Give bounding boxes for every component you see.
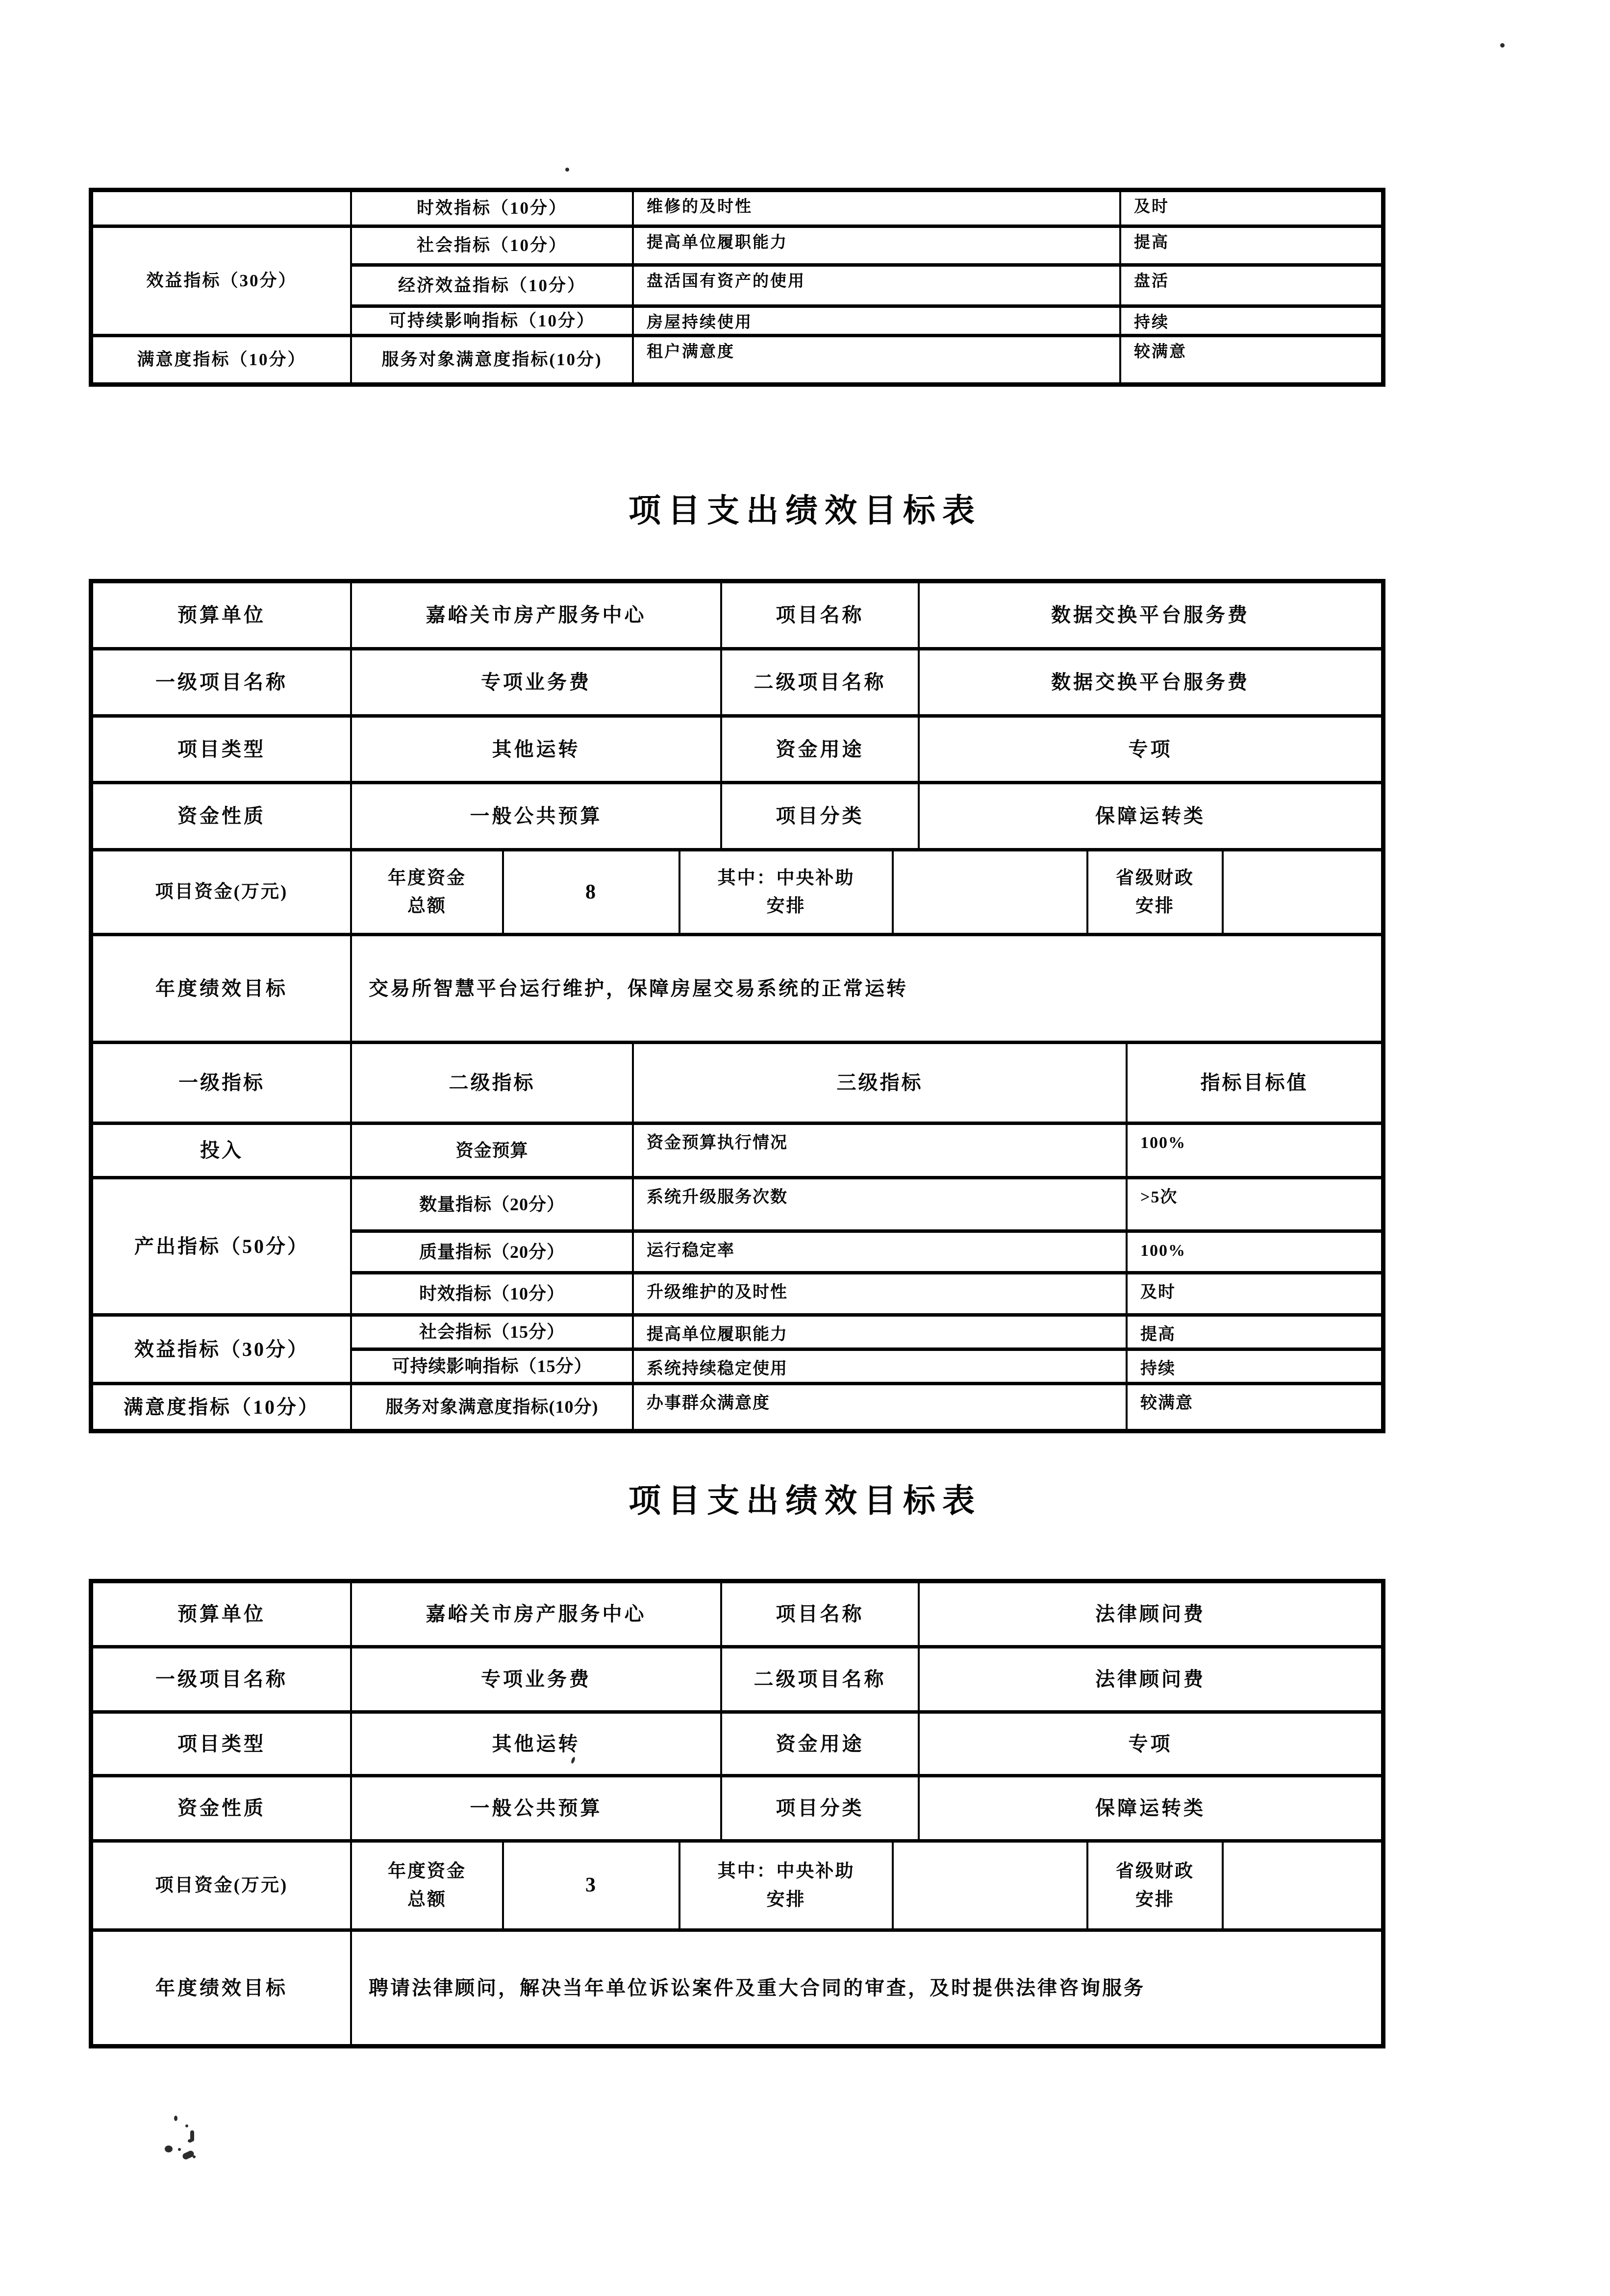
cell-input-indicator: 投入	[93, 1125, 352, 1179]
label-annual-goal: 年度绩效目标	[93, 1932, 352, 2044]
cell-target-value: 较满意	[1140, 1394, 1193, 1412]
cell-level2-indicator: 经济效益指标（10分）	[352, 267, 634, 308]
cell-target-value: 100%	[1128, 1125, 1381, 1179]
cell-level3-indicator: 升级维护的及时性	[634, 1274, 1128, 1317]
label-budget-unit: 预算单位	[93, 583, 352, 650]
label-level1-project: 一级项目名称	[93, 1648, 352, 1714]
performance-target-table-legal-advisor	[89, 1579, 1385, 2048]
continuation-grid	[93, 192, 1381, 382]
value-level1-project: 专项业务费	[352, 650, 722, 718]
value-provincial-finance	[1224, 851, 1381, 936]
cell-target-value: 提高	[1128, 1317, 1381, 1351]
label-central-subsidy-line2: 安排	[766, 896, 806, 916]
value-level2-project: 法律顾问费	[920, 1648, 1381, 1714]
label-annual-total	[352, 851, 504, 936]
label-project-type: 项目类型	[93, 718, 352, 784]
label-central-subsidy	[680, 1843, 894, 1932]
value-annual-total: 3	[504, 1843, 680, 1932]
label-central-subsidy-line1: 其中：中央补助	[717, 868, 855, 888]
header-level3-indicator: 三级指标	[634, 1044, 1128, 1125]
cell-target-value: 及时	[1121, 192, 1381, 228]
value-fund-nature: 一般公共预算	[352, 1777, 722, 1843]
value-level1-project: 专项业务费	[352, 1648, 722, 1714]
label-provincial-finance	[1088, 851, 1224, 936]
label-provincial-finance-line1: 省级财政	[1116, 868, 1194, 888]
cell-target-value: 及时	[1128, 1274, 1381, 1317]
project-info-grid	[93, 1583, 1381, 1843]
cell-level2-indicator: 时效指标（10分）	[352, 1274, 634, 1317]
scan-speck	[565, 168, 569, 172]
value-provincial-finance	[1224, 1843, 1381, 1932]
cell-level2-indicator: 服务对象满意度指标(10分)	[352, 337, 634, 382]
pencil-mark	[174, 2116, 177, 2121]
value-fund-use: 专项	[920, 718, 1381, 784]
value-project-class: 保障运转类	[920, 1777, 1381, 1843]
pencil-mark	[178, 2148, 181, 2151]
value-budget-unit: 嘉峪关市房产服务中心	[352, 1583, 722, 1648]
value-annual-total: 8	[504, 851, 680, 936]
value-annual-goal: 交易所智慧平台运行维护，保障房屋交易系统的正常运转	[352, 936, 1381, 1044]
label-annual-total	[352, 1843, 504, 1932]
header-level2-indicator: 二级指标	[352, 1044, 634, 1125]
cell-level3-indicator: 提高单位履职能力	[634, 1317, 1128, 1351]
value-budget-unit: 嘉峪关市房产服务中心	[352, 583, 722, 650]
project-info-grid	[93, 583, 1381, 851]
value-project-type: 其他运转	[352, 718, 722, 784]
cell-level3-indicator: 盘活国有资产的使用	[634, 267, 1121, 308]
label-provincial-finance-line1: 省级财政	[1116, 1861, 1194, 1882]
cell-level3-indicator: 资金预算执行情况	[634, 1125, 1128, 1179]
cell-satisfaction-indicator: 满意度指标（10分）	[93, 1385, 352, 1429]
pencil-mark	[188, 2139, 192, 2143]
cell-level3-indicator: 办事群众满意度	[634, 1385, 1128, 1429]
cell-satisfaction-indicator: 满意度指标（10分）	[93, 337, 352, 382]
label-project-name: 项目名称	[722, 583, 920, 650]
label-annual-total-line2: 总额	[407, 896, 447, 916]
label-annual-goal: 年度绩效目标	[93, 936, 352, 1044]
cell-level3-indicator: 系统持续稳定使用	[634, 1351, 1128, 1385]
cell-level2-indicator: 社会指标（15分）	[352, 1317, 634, 1351]
cell-benefit-indicator-group: 效益指标（30分）	[93, 228, 352, 337]
cell-level2-indicator: 服务对象满意度指标(10分)	[352, 1385, 634, 1429]
cell-level2-indicator: 时效指标（10分）	[352, 192, 634, 228]
project-funding-grid	[93, 1843, 1381, 1932]
cell-level2-indicator: 可持续影响指标（15分）	[352, 1351, 634, 1385]
label-provincial-finance-line2: 安排	[1135, 896, 1175, 916]
cell-target-value: 盘活	[1121, 267, 1381, 308]
label-project-type: 项目类型	[93, 1714, 352, 1777]
label-budget-unit: 预算单位	[93, 1583, 352, 1648]
cell-level2-indicator: 数量指标（20分）	[352, 1179, 634, 1233]
value-project-name: 数据交换平台服务费	[920, 583, 1381, 650]
value-project-class: 保障运转类	[920, 784, 1381, 851]
value-project-type: 其他运转	[352, 1714, 722, 1777]
label-project-class: 项目分类	[722, 784, 920, 851]
value-fund-nature: 一般公共预算	[352, 784, 722, 851]
cell-level3-indicator: 维修的及时性	[634, 192, 1121, 228]
page-title: 项目支出绩效目标表	[629, 493, 981, 529]
value-central-subsidy	[894, 1843, 1088, 1932]
cell-blank-level1	[93, 192, 352, 228]
value-central-subsidy	[894, 851, 1088, 936]
cell-target-value: 提高	[1121, 228, 1381, 267]
pencil-mark	[165, 2146, 173, 2152]
cell-level3-indicator: 房屋持续使用	[634, 308, 1121, 337]
pencil-mark	[185, 2124, 188, 2127]
cell-level3-indicator: 提高单位履职能力	[634, 228, 1121, 267]
value-level2-project: 数据交换平台服务费	[920, 650, 1381, 718]
label-project-class: 项目分类	[722, 1777, 920, 1843]
value-fund-use: 专项	[920, 1714, 1381, 1777]
cell-target-value: >5次	[1128, 1179, 1381, 1233]
label-annual-total-line2: 总额	[407, 1889, 447, 1910]
label-project-funds: 项目资金(万元)	[93, 851, 352, 936]
label-level2-project: 二级项目名称	[722, 1648, 920, 1714]
label-fund-use: 资金用途	[722, 718, 920, 784]
label-level2-project: 二级项目名称	[722, 650, 920, 718]
value-project-name: 法律顾问费	[920, 1583, 1381, 1648]
label-project-funds: 项目资金(万元)	[93, 1843, 352, 1932]
cell-benefit-indicator-group: 效益指标（30分）	[93, 1317, 352, 1385]
label-project-name: 项目名称	[722, 1583, 920, 1648]
label-provincial-finance	[1088, 1843, 1224, 1932]
label-fund-use: 资金用途	[722, 1714, 920, 1777]
label-fund-nature: 资金性质	[93, 1777, 352, 1843]
cell-level2-indicator: 可持续影响指标（10分）	[352, 308, 634, 337]
label-annual-total-line1: 年度资金	[388, 1861, 466, 1882]
cell-level3-indicator: 租户满意度	[634, 337, 1121, 382]
label-central-subsidy	[680, 851, 894, 936]
cell-level3-indicator: 系统升级服务次数	[634, 1179, 1128, 1233]
label-fund-nature: 资金性质	[93, 784, 352, 851]
header-level1-indicator: 一级指标	[93, 1044, 352, 1125]
annual-goal-grid	[93, 936, 1381, 1044]
cell-output-indicator-group: 产出指标（50分）	[93, 1179, 352, 1317]
cell-target-value: 持续	[1128, 1351, 1381, 1385]
continuation-indicator-table	[89, 188, 1385, 387]
scan-speck	[1500, 43, 1505, 48]
label-level1-project: 一级项目名称	[93, 650, 352, 718]
cell-target-value: 持续	[1121, 308, 1381, 337]
pencil-mark	[193, 2155, 196, 2158]
page-title: 项目支出绩效目标表	[629, 1483, 981, 1519]
label-provincial-finance-line2: 安排	[1135, 1889, 1175, 1910]
label-annual-total-line1: 年度资金	[388, 868, 466, 888]
header-target-value: 指标目标值	[1128, 1044, 1381, 1125]
project-funding-grid	[93, 851, 1381, 936]
label-central-subsidy-line1: 其中：中央补助	[717, 1861, 855, 1882]
value-annual-goal: 聘请法律顾问，解决当年单位诉讼案件及重大合同的审查，及时提供法律咨询服务	[369, 1976, 1145, 1999]
performance-target-table-data-exchange	[89, 579, 1385, 1433]
cell-level3-indicator: 运行稳定率	[634, 1233, 1128, 1274]
indicator-grid	[93, 1044, 1381, 1429]
cell-level2-indicator: 资金预算	[352, 1125, 634, 1179]
cell-target-value: 100%	[1128, 1233, 1381, 1274]
annual-goal-grid	[93, 1932, 1381, 2044]
cell-level2-indicator: 质量指标（20分）	[352, 1233, 634, 1274]
cell-level2-indicator: 社会指标（10分）	[352, 228, 634, 267]
cell-target-value: 较满意	[1134, 343, 1187, 361]
label-central-subsidy-line2: 安排	[766, 1889, 806, 1910]
